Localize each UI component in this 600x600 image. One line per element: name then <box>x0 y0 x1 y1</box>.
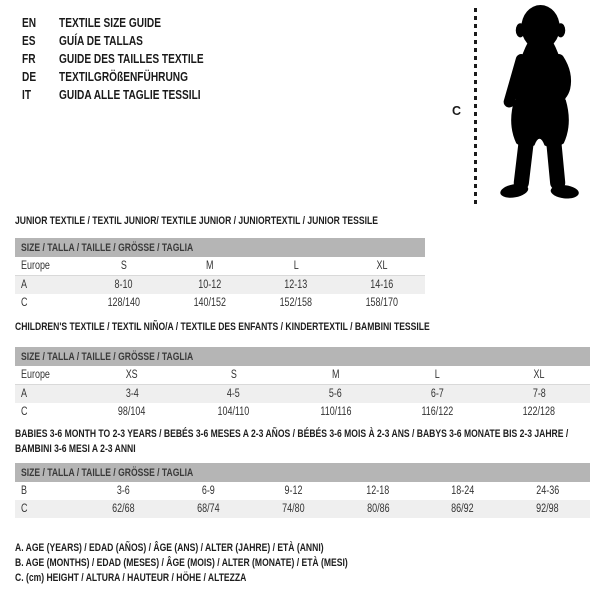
size-value: 24-36 <box>536 485 560 497</box>
size-value: M <box>206 260 214 272</box>
size-value: 12-13 <box>284 279 308 291</box>
size-header-bar <box>15 347 590 366</box>
language-row-en <box>22 13 244 31</box>
babies-size-table-section <box>15 427 590 518</box>
babies-table-title: BABIES 3-6 MONTH TO 2-3 YEARS / BEBÉS 3-6 MESES A 2-3 AÑOS / BÉBÉS 3-6 MOIS À 2-3 ANS / BABYS 3-6 MONATE BIS 2-3 JAHRE / BAMBINI 3-6 MESI A 2-3 ANNI <box>15 428 569 455</box>
table-row-europe <box>15 257 425 276</box>
height-measure-label-c: C <box>452 104 462 118</box>
size-value: 6-9 <box>201 485 215 497</box>
size-value: XL <box>533 369 545 381</box>
children-table-title: CHILDREN'S TEXTILE / TEXTIL NIÑO/A / TEXTILE DES ENFANTS / KINDERTEXTIL / BAMBINI TESSILE <box>15 321 430 333</box>
size-value: 116/122 <box>421 406 454 418</box>
size-value: 3-4 <box>125 388 139 400</box>
size-value: S <box>121 260 127 272</box>
size-value: 80/86 <box>366 503 390 515</box>
size-value: 104/110 <box>217 406 250 418</box>
size-value: 5-6 <box>329 388 342 400</box>
junior-table-title: JUNIOR TEXTILE / TEXTIL JUNIOR/ TEXTILE JUNIOR / JUNIORTEXTIL / JUNIOR TESSILE <box>15 215 378 227</box>
row-label: A <box>21 279 27 291</box>
table-row-europe <box>15 366 590 385</box>
language-row-es <box>22 31 244 49</box>
footnotes <box>15 541 442 586</box>
size-value: 7-8 <box>532 388 546 400</box>
row-label: B <box>21 485 27 497</box>
size-value: 14-16 <box>370 279 394 291</box>
size-value: 110/116 <box>319 406 352 418</box>
row-label: Europe <box>21 369 50 381</box>
size-header-label: SIZE / TALLA / TAILLE / GRÖSSE / TAGLIA <box>21 350 194 363</box>
language-code: IT <box>22 86 32 102</box>
table-row-age-months <box>15 482 590 500</box>
size-value: 122/128 <box>522 406 556 418</box>
language-row-fr <box>22 49 244 67</box>
size-value: 86/92 <box>451 503 474 515</box>
size-value: 128/140 <box>107 297 141 309</box>
size-value: 92/98 <box>536 503 559 515</box>
row-label: C <box>21 297 28 309</box>
size-value: 10-12 <box>198 279 222 291</box>
table-row-age <box>15 385 590 403</box>
size-value: 140/152 <box>193 297 227 309</box>
language-header <box>22 13 244 103</box>
row-label: C <box>21 406 28 418</box>
size-value: L <box>434 369 440 381</box>
language-code: ES <box>22 32 36 48</box>
language-row-de <box>22 67 244 85</box>
size-value: 4-5 <box>227 388 241 400</box>
size-value: S <box>230 369 237 381</box>
row-label: C <box>21 503 28 515</box>
size-value: 6-7 <box>430 388 444 400</box>
size-value: 68/74 <box>197 503 220 515</box>
size-value: 158/170 <box>365 297 399 309</box>
size-value: 9-12 <box>284 485 303 497</box>
language-row-it <box>22 85 244 103</box>
table-row-age <box>15 276 425 294</box>
size-value: 18-24 <box>451 485 475 497</box>
baby-silhouette-icon <box>487 3 593 211</box>
size-value: XS <box>125 369 138 381</box>
footnote-a: A. AGE (YEARS) / EDAD (AÑOS) / ÂGE (ANS) / ALTER (JAHRE) / ETÀ (ANNI) <box>15 542 324 554</box>
size-header-label: SIZE / TALLA / TAILLE / GRÖSSE / TAGLIA <box>21 241 194 254</box>
children-size-table-section <box>15 321 590 421</box>
height-dashed-line <box>474 8 477 206</box>
size-value: 152/158 <box>279 297 313 309</box>
table-row-height <box>15 403 590 421</box>
size-value: 8-10 <box>115 279 133 291</box>
language-title: TEXTILE SIZE GUIDE <box>59 14 161 30</box>
size-value: 12-18 <box>366 485 390 497</box>
size-value: 74/80 <box>281 503 305 515</box>
language-code: FR <box>22 50 36 66</box>
language-title: GUÍA DE TALLAS <box>59 32 143 48</box>
table-row-height <box>15 294 425 312</box>
size-value: L <box>293 260 299 272</box>
footnote-b: B. AGE (MONTHS) / EDAD (MESES) / ÂGE (MOIS) / ALTER (MONATE) / ETÀ (MESI) <box>15 557 348 569</box>
junior-size-table-section <box>15 215 425 312</box>
footnote-c: C. (cm) HEIGHT / ALTURA / HAUTEUR / HÖHE / ALTEZZA <box>15 572 247 584</box>
language-code: EN <box>22 14 37 30</box>
row-label: A <box>21 388 27 400</box>
size-value: 62/68 <box>112 503 135 515</box>
language-title: GUIDE DES TAILLES TEXTILE <box>59 50 204 66</box>
language-title: GUIDA ALLE TAGLIE TESSILI <box>59 86 201 102</box>
language-title: TEXTILGRÖßENFÜHRUNG <box>59 68 189 84</box>
size-header-bar <box>15 463 590 482</box>
size-value: M <box>331 369 340 381</box>
size-value: XL <box>376 260 388 272</box>
size-value: 98/104 <box>118 406 146 418</box>
size-header-bar <box>15 238 425 257</box>
size-header-label: SIZE / TALLA / TAILLE / GRÖSSE / TAGLIA <box>21 466 194 479</box>
row-label: Europe <box>21 260 50 272</box>
language-code: DE <box>22 68 37 84</box>
table-row-height <box>15 500 590 518</box>
size-value: 3-6 <box>116 485 130 497</box>
